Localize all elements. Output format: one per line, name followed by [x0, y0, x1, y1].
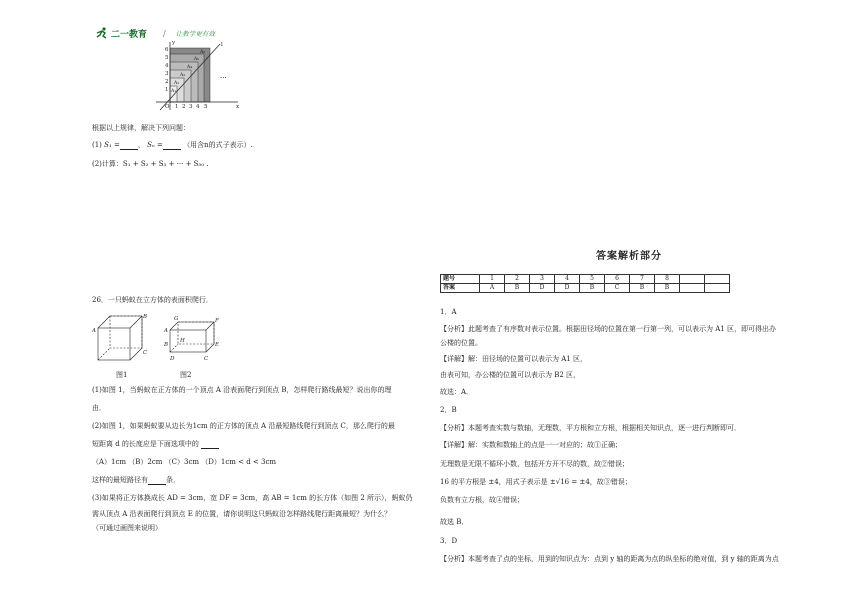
vertex-label: A: [92, 328, 96, 334]
table-cell: [705, 284, 730, 293]
vertex-label: C: [204, 356, 209, 362]
intro-text: 根据以上规律，解决下列问题：: [92, 124, 190, 132]
answer-2-line-3: 16 的平方根是 ±4，用式子表示是 ±√16 = ±4，故③错误；: [440, 478, 632, 486]
answer-blank[interactable]: [120, 142, 138, 150]
staircase-figure: [148, 40, 248, 112]
q1-note: （用含n的式子表示）.: [183, 141, 253, 149]
answer-table: [440, 274, 730, 293]
answer-2-conclusion: 故选 B．: [440, 518, 469, 526]
figure-2-caption: 图2: [180, 371, 192, 379]
table-cell: 2: [505, 275, 530, 284]
answer-2-analysis: 【分析】本题考查实数与数轴，无理数，平方根和立方根，根据相关知识点，逐一进行判断即可．: [440, 424, 741, 432]
answer-1-conclusion: 故选：A．: [440, 388, 474, 396]
vertex-label: B: [143, 314, 148, 320]
part-2-line-2: [92, 440, 219, 449]
brand-name: 二一教育: [111, 29, 148, 40]
answer-1-analysis: 【分析】此题考查了有序数对表示位置。根据田径场的位置在第一行第一列，可以表示为 A1 区，即可得出办: [440, 325, 776, 333]
part-2-paths-post: 条．: [166, 476, 180, 484]
vertex-label: H: [180, 338, 185, 344]
x-tick: 5: [204, 104, 208, 110]
part-3-line-2: 需从顶点 A 沿表面爬行到顶点 E 的位置，请你说明这只蚂蚁沿怎样路线爬行距离最短？为什么？: [92, 510, 392, 518]
y-axis-label: y: [172, 40, 176, 46]
answer-1-heading: 1．A: [440, 308, 457, 316]
table-cell: B: [655, 284, 680, 293]
table-cell: 5: [580, 275, 605, 284]
answer-2-line-2: 无理数是无限不循环小数，包括开方开不尽的数，故②错误；: [440, 460, 629, 468]
q1-s1: S₁ =: [104, 141, 120, 149]
table-cell: A: [480, 284, 505, 293]
table-cell: B: [630, 284, 655, 293]
part-3-line-3: （可通过画图来说明）: [92, 524, 162, 532]
answer-3-heading: 3．D: [440, 537, 458, 545]
table-row: [441, 284, 730, 293]
table-cell: 1: [480, 275, 505, 284]
question-2: (2)计算：S₁ + S₂ + S₃ + ··· + S₅₀ .: [92, 160, 209, 168]
region-label: A₃: [180, 73, 186, 78]
table-header: 题号: [441, 275, 480, 284]
table-cell: 8: [655, 275, 680, 284]
region-label: A₂: [174, 81, 180, 86]
part-3-line-1: (3)如果将正方体换成长 AD = 3cm，宽 DF = 3cm，高 AB = 1cm 的长方体（如图 2 所示），蚂蚁仍: [92, 494, 413, 502]
table-header: 答案: [441, 284, 480, 293]
vertex-label: C: [143, 350, 148, 356]
vertex-label: B: [164, 342, 169, 348]
answer-blank[interactable]: [201, 441, 219, 449]
q1-prefix: (1): [92, 141, 102, 149]
answer-1-analysis-2: 公楼的位置。: [440, 339, 482, 347]
region-label: A₁: [171, 89, 177, 94]
vertex-label: A: [164, 328, 168, 334]
part-1-line-1: (1)如图 1，当蚂蚁在正方体的一个顶点 A 沿表面爬行到顶点 B，怎样爬行路线最短？说出你的理: [92, 386, 392, 394]
answer-2-heading: 2．B: [440, 406, 457, 414]
y-tick: 2: [165, 79, 169, 85]
table-cell: B: [580, 284, 605, 293]
vertex-label: E: [215, 342, 220, 348]
q1-sn: Sₙ =: [147, 141, 163, 149]
y-tick: 5: [165, 55, 169, 61]
part-2-paths-pre: 这样的最短路径有: [92, 476, 148, 484]
region-label: A₆: [200, 50, 206, 55]
y-tick: 1: [165, 87, 169, 93]
table-cell: [680, 284, 705, 293]
answer-blank[interactable]: [148, 477, 166, 485]
figure-ellipsis: ···: [220, 74, 227, 82]
answer-2-line-4: 负数有立方根，故④错误；: [440, 496, 524, 504]
part-2-text: 短距离 d 的长度应是下面选项中的: [92, 440, 199, 448]
part-1-line-2: 由．: [92, 404, 106, 412]
header-divider: /: [163, 28, 166, 38]
runner-logo-icon: [95, 27, 109, 39]
y-tick: 4: [165, 63, 169, 69]
table-cell: 6: [605, 275, 630, 284]
answer-section-title: 答案解析部分: [596, 251, 662, 262]
table-cell: B: [505, 284, 530, 293]
x-tick: 3: [189, 104, 193, 110]
answer-blank[interactable]: [163, 142, 181, 150]
table-cell: 3: [530, 275, 555, 284]
vertex-label: G: [174, 316, 179, 322]
answer-3-analysis: 【分析】本题考查了点的坐标，用到的知识点为：点到 y 轴的距离为点的纵坐标的绝对值，到 y 轴的距离为点: [440, 555, 779, 563]
header-slogan: 让教学更有效: [175, 29, 215, 38]
x-tick: 2: [182, 104, 186, 110]
table-cell: 4: [555, 275, 580, 284]
x-tick: 4: [196, 104, 200, 110]
x-axis-label: x: [236, 104, 240, 110]
part-2-line-4: [92, 476, 180, 485]
region-label: A₅: [194, 57, 200, 62]
answer-1-detail: 【详解】解：田径场的位置可以表示为 A1 区，: [440, 355, 587, 363]
part-2-options: （A）1cm （B）2cm （C）3cm （D）1cm < d < 3cm: [92, 458, 277, 466]
y-tick: 6: [165, 47, 169, 53]
table-cell: 7: [630, 275, 655, 284]
question-26: 26．一只蚂蚁在立方体的表面积爬行．: [92, 296, 213, 304]
answer-2-detail: 【详解】解：实数和数轴上的点是一一对应的；故①正确；: [440, 441, 622, 449]
part-2-line-1: (2)如图 1，如果蚂蚁要从边长为1cm 的正方体的顶点 A 沿最短路线爬行到顶点 C，那么爬行的最: [92, 422, 395, 430]
table-cell: C: [605, 284, 630, 293]
figure-1-caption: 图1: [116, 371, 128, 379]
cube-figures: [92, 310, 232, 372]
x-tick: 1: [175, 104, 179, 110]
table-cell: [705, 275, 730, 284]
question-1: (1) S₁ = ， Sₙ = （用含n的式子表示）.: [92, 141, 253, 149]
line-label: l: [221, 42, 223, 48]
table-cell: D: [530, 284, 555, 293]
origin-label: O: [165, 104, 170, 110]
vertex-label: F: [215, 318, 219, 324]
table-cell: [680, 275, 705, 284]
vertex-label: D: [170, 356, 175, 362]
answer-1-detail-2: 由表可知，办公楼的位置可以表示为 B2 区，: [440, 371, 581, 379]
table-cell: D: [555, 284, 580, 293]
y-tick: 3: [165, 71, 169, 77]
region-label: A₄: [187, 65, 193, 70]
table-row: [441, 275, 730, 284]
